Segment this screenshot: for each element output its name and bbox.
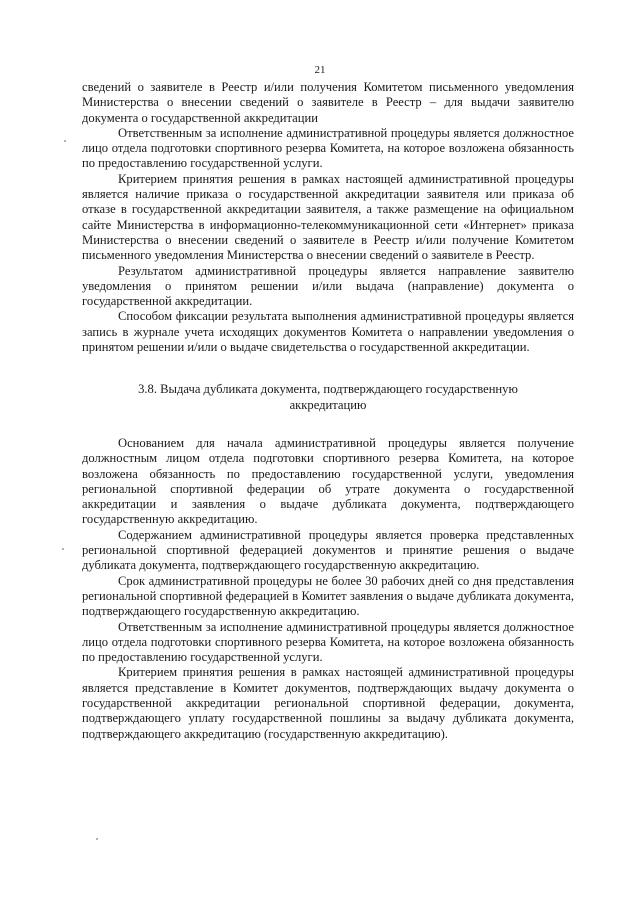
scan-speck <box>64 140 66 142</box>
paragraph-responsible-duplicate: Ответственным за исполнение административной процедуры является должностное лицо отдела подготовки спортивного резерва Комитета, на которое возложена обязанность по предоставлению государственной услуги. <box>82 619 574 665</box>
section-heading <box>82 382 574 413</box>
paragraph-deadline: Срок административной процедуры не более 30 рабочих дней со дня представления региональной спортивной федерацией в Комитет заявления о выдаче дубликата документа, подтверждающего государственную аккредитацию. <box>82 573 574 619</box>
page-number: 21 <box>314 64 326 76</box>
scan-speck <box>62 548 64 550</box>
paragraph-grounds: Основанием для начала административной процедуры является получение должностным лицом отдела подготовки спортивного резерва Комитета, на которое возложена обязанность по предоставлению государственной услуги, уведомления региональной спортивной федерации об утрате документа о государственной аккредитации и заявления о выдаче дубликата документа, подтверждающего государственную аккредитацию. <box>82 435 574 527</box>
paragraph-responsible: Ответственным за исполнение административной процедуры является должностное лицо отдела подготовки спортивного резерва Комитета, на которое возложена обязанность по предоставлению государственной услуги. <box>82 125 574 171</box>
section-heading-line-1: 3.8. Выдача дубликата документа, подтверждающего государственную <box>138 382 518 397</box>
section-heading-line-2: аккредитацию <box>289 397 367 412</box>
paragraph-result: Результатом административной процедуры является направление заявителю уведомления о принятом решении и/или выдача (направление) документа о государственной аккредитации. <box>82 263 574 309</box>
paragraph-decision-criterion: Критерием принятия решения в рамках настоящей административной процедуры является наличие приказа о государственной аккредитации заявителя или приказа об отказе в государственной аккредитации заявителя, а также размещение на официальном сайте Министерства в информационно-телекоммуникационной сети «Интернет» приказа Министерства о внесении сведений о заявителе в Реестр и/или получение Комитетом письменного уведомления Министерства о внесении сведений о заявителе в Реестр. <box>82 171 574 263</box>
paragraph-content: Содержанием административной процедуры является проверка представленных региональной спортивной федерацией документов и принятие решения о выдаче дубликата документа, подтверждающего государственную аккредитацию. <box>82 527 574 573</box>
paragraph-recording-method: Способом фиксации результата выполнения административной процедуры является запись в журнале учета исходящих документов Комитета о направлении уведомления о принятом решении и/или о выдаче свидетельства о государственной аккредитации. <box>82 309 574 355</box>
paragraph-criterion-duplicate: Критерием принятия решения в рамках настоящей административной процедуры является представление в Комитет документов, подтверждающих выдачу документа о государственной аккредитации региональной спортивной федерации, документа, подтверждающего уплату государственной пошлины за выдачу дубликата документа, подтверждающего аккредитацию (государственную аккредитацию). <box>82 665 574 741</box>
document-body <box>82 80 574 742</box>
paragraph-continuation: сведений о заявителе в Реестр и/или получения Комитетом письменного уведомления Министерства о внесении сведений о заявителе в Реестр – для выдачи заявителю документа о государственной аккредитации <box>82 80 574 125</box>
scan-speck <box>96 838 98 840</box>
